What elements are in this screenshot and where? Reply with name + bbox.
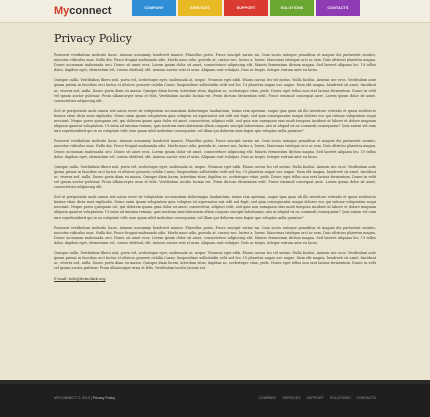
site-logo[interactable]	[54, 5, 111, 17]
nav-support[interactable]: SUPPORT	[224, 0, 268, 16]
paragraph: Sed ut perspiciatis unde omnis iste natus error sit voluptatem accusantium doloremque laudantium, totam rem aperiam, eaque ipsa quae ab illo inventore veritatis et quasi architecto beatae vitae dicta sunt explicabo. Nemo enim ipsam voluptatem quia voluptas sit aspernatur aut odit aut fugit, sed quia consequuntur magni dolores eos qui ratione voluptatem sequi nesciunt. Neque porro quisquam est, qui dolorem ipsum quia dolor sit amet, consectetur, adipisci velit, sed quia non numquam eius modi tempora incidunt ut labore et dolore magnam aliquam quaerat voluptatem. Ut enim ad minima veniam, quis nostrum exercitationem ullam corporis suscipit laboriosam, nisi ut aliquid ex ea commodi consequatur? Quis autem vel eum iure reprehenderit qui in ea voluptate velit esse quam nihil molestiae consequatur, vel illum qui dolorem eum fugiat quo voluptas nulla pariatur?	[54, 195, 376, 220]
main-nav	[132, 0, 362, 16]
paragraph: Sed ut perspiciatis unde omnis iste natus error sit voluptatem accusantium doloremque laudantium, totam rem aperiam, eaque ipsa quae ab illo inventore veritatis et quasi architecto beatae vitae dicta sunt explicabo. Nemo enim ipsam voluptatem quia voluptas sit aspernatur aut odit aut fugit, sed quia consequuntur magni dolores eos qui ratione voluptatem sequi nesciunt. Neque porro quisquam est, qui dolorem ipsum quia dolor sit amet, consectetur, adipisci velit, sed quia non numquam eius modi tempora incidunt ut labore et dolore magnam aliquam quaerat voluptatem. Ut enim ad minima veniam, quis nostrum exercitationem ullam corporis suscipit laboriosam, nisi ut aliquid ex ea commodi consequatur? Quis autem vel eum iure reprehenderit qui in ea voluptate velit esse quam nihil molestiae consequatur, vel illum qui dolorem eum fugiat quo voluptas nulla pariatur?	[54, 108, 376, 134]
paragraph: Praesent vestibulum molestie lacus. Aenean nonummy hendrerit mauris. Phasellus porta. Fusce suscipit varius mi. Cum sociis natoque penatibus et magnis dis parturient montes, nascetur ridiculus mus. Nulla dui. Fusce feugiat malesuada odio. Morbi nunc odio, gravida at, cursus nec, luctus a, lorem. Maecenas tristique orci ac sem. Duis ultricies pharetra magna. Donec accumsan malesuada orci. Donec sit amet eros. Lorem ipsum dolor sit amet, consectetuer adipiscing elit. Mauris fermentum dictum magna. Sed laoreet aliquam leo. Ut tellus dolor, dapibus eget, elementum vel, cursus eleifend, elit. Aenean auctor wisi et urna. Aliquam erat volutpat. Duis ac turpis. Integer rutrum ante eu lacus.	[54, 139, 376, 159]
footer-link-services[interactable]: SERVICES	[282, 396, 301, 400]
nav-solutions[interactable]: SOLUTIONS	[270, 0, 314, 16]
main-content	[54, 28, 376, 358]
footer-link-support[interactable]: SUPPORT	[306, 396, 324, 400]
paragraph: Praesent vestibulum molestie lacus. Aenean nonummy hendrerit mauris. Phasellus porta. Fusce suscipit varius mi. Cum sociis natoque penatibus et magnis dis parturient montes, nascetur ridiculus mus. Nulla dui. Fusce feugiat malesuada odio. Morbi nunc odio, gravida at, cursus nec, luctus a, lorem. Maecenas tristique orci ac sem. Duis ultricies pharetra magna. Donec accumsan malesuada orci. Donec sit amet eros. Lorem ipsum dolor sit amet, consectetuer adipiscing elit. Mauris fermentum dictum magna. Sed laoreet aliquam leo. Ut tellus dolor, dapibus eget, elementum vel, cursus eleifend, elit. Aenean auctor wisi et urna. Aliquam erat volutpat. Duis ac turpis. Integer rutrum ante eu lacus.	[54, 225, 376, 245]
privacy-policy-link[interactable]: Privacy Policy	[92, 396, 116, 400]
paragraph: Quisque nulla. Vestibulum libero nisl, porta vel, scelerisque eget, malesuada at, neque. Vivamus eget nibh. Etiam cursus leo vel metus. Nulla facilisi. Aenean nec eros. Vestibulum ante ipsum primis in faucibus orci luctus et ultrices posuere cubilia Curae; Suspendisse sollicitudin velit sed leo. Ut pharetra augue nec augue. Nam elit magna, hendrerit sit amet, tincidunt ac, viverra sed, nulla. Donec porta diam eu massa. Quisque diam lorem, interdum vitae, dapibus ac, scelerisque vitae, pede. Donec eget tellus non erat lacinia fermentum. Donec in velit vel ipsum auctor pulvinar. Proin ullamcorper urna et felis. Vestibulum iaculis lacinia est. Proin dictum elementum velit. Fusce euismod consequat ante. Lorem ipsum dolor sit amet, consectetuer adipiscing elit.	[54, 164, 376, 190]
paragraph: Praesent vestibulum molestie lacus. Aenean nonummy hendrerit mauris. Phasellus porta. Fusce suscipit varius mi. Cum sociis natoque penatibus et magnis dis parturient montes, nascetur ridiculus mus. Nulla dui. Fusce feugiat malesuada odio. Morbi nunc odio, gravida at, cursus nec, luctus a, lorem. Maecenas tristique orci ac sem. Duis ultricies pharetra magna. Donec accumsan malesuada orci. Donec sit amet eros. Lorem ipsum dolor sit amet, consectetuer adipiscing elit. Mauris fermentum dictum magna. Sed laoreet aliquam leo. Ut tellus dolor, dapibus eget, elementum vel, cursus eleifend, elit. Aenean auctor wisi et urna. Aliquam erat volutpat. Duis ac turpis. Integer rutrum ante eu lacus.	[54, 53, 376, 73]
logo-my: My	[54, 5, 70, 17]
footer-link-contacts[interactable]: CONTACTS	[356, 396, 376, 400]
footer-link-solutions[interactable]: SOLUTIONS	[329, 396, 351, 400]
copyright-text: MYCONNECT © 2013 |	[54, 396, 92, 400]
email-link[interactable]: E-mail: info@demolink.org	[54, 276, 106, 282]
nav-company[interactable]: COMPANY	[132, 0, 176, 16]
paragraph: Quisque nulla. Vestibulum libero nisl, porta vel, scelerisque eget, malesuada at, neque. Vivamus eget nibh. Etiam cursus leo vel metus. Nulla facilisi. Aenean nec eros. Vestibulum ante ipsum primis in faucibus orci luctus et ultrices posuere cubilia Curae; Suspendisse sollicitudin velit sed leo. Ut pharetra augue nec augue. Nam elit magna, hendrerit sit amet, tincidunt ac, viverra sed, nulla. Donec porta diam eu massa. Quisque diam lorem, interdum vitae, dapibus ac, scelerisque vitae, pede. Donec eget tellus non erat lacinia fermentum. Donec in velit vel ipsum auctor pulvinar. Proin ullamcorper urna et felis. Vestibulum iaculis lacinia est.	[54, 251, 376, 271]
nav-contacts[interactable]: CONTACTS	[316, 0, 360, 16]
paragraph: Quisque nulla. Vestibulum libero nisl, porta vel, scelerisque eget, malesuada at, neque. Vivamus eget nibh. Etiam cursus leo vel metus. Nulla facilisi. Aenean nec eros. Vestibulum ante ipsum primis in faucibus orci luctus et ultrices posuere cubilia Curae; Suspendisse sollicitudin velit sed leo. Ut pharetra augue nec augue. Nam elit magna, hendrerit sit amet, tincidunt ac, viverra sed, nulla. Donec porta diam eu massa. Quisque diam lorem, interdum vitae, dapibus ac, scelerisque vitae, pede. Donec eget tellus non erat lacinia fermentum. Donec in velit vel ipsum auctor pulvinar. Proin ullamcorper urna et felis. Vestibulum iaculis lacinia est. Proin dictum elementum velit. Fusce euismod consequat ante. Lorem ipsum dolor sit amet, consectetuer adipiscing elit.	[54, 78, 376, 103]
footer-link-company[interactable]: COMPANY	[258, 396, 277, 400]
nav-services[interactable]: SERVICES	[178, 0, 222, 16]
logo-connect: connect	[69, 5, 112, 17]
footer-divider	[0, 380, 430, 384]
footer-copyright	[54, 396, 115, 400]
page-title: Privacy Policy	[54, 32, 132, 45]
footer-nav	[258, 396, 376, 400]
